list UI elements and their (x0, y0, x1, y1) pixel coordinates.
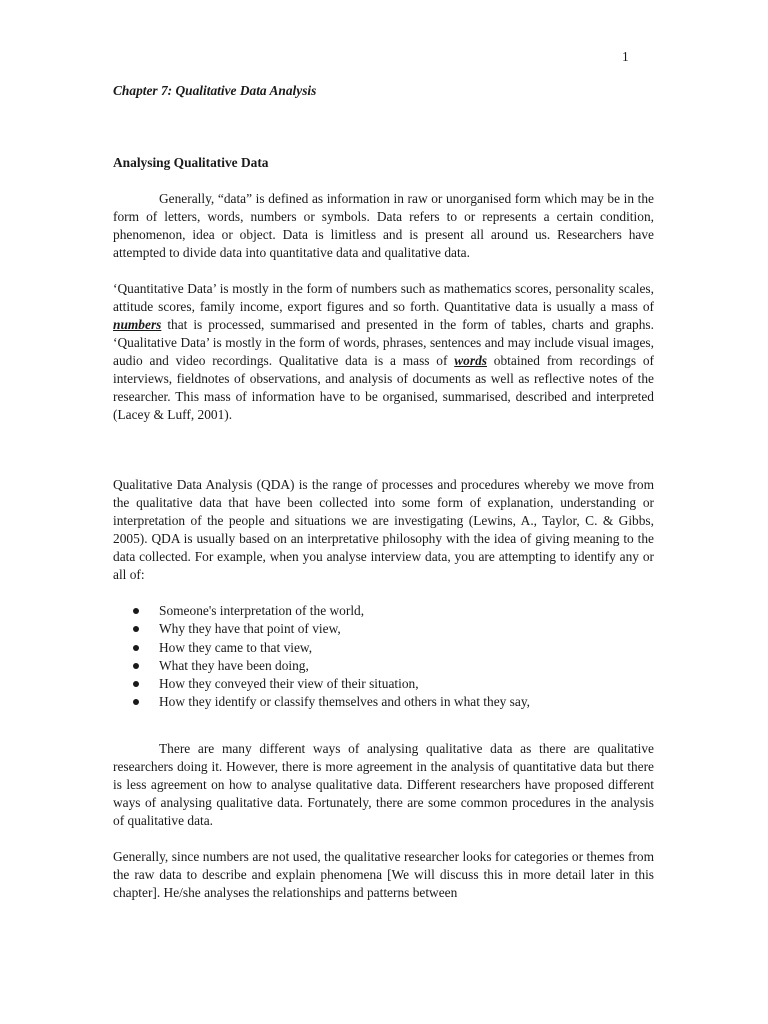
list-item (113, 675, 654, 693)
section-heading: Analysing Qualitative Data (113, 155, 269, 170)
list-item (113, 693, 654, 711)
paragraph-data-definition: Generally, “data” is defined as information in raw or unorganised form which may be in the form of letters, words, numbers or symbols. Data refers to or represents a certain condition, phenomenon, idea or object. Data is limitless and is present all around us. Researchers have attempted to divide data into quantitative data and qualitative data. (113, 191, 654, 260)
chapter-title: Chapter 7: Qualitative Data Analysis (113, 83, 317, 98)
paragraph-categories-themes: Generally, since numbers are not used, the qualitative researcher looks for categories or themes from the raw data to describe and explain phenomena [We will discuss this in more detail later in this chapter]. He/she analyses the relationships and patterns between (113, 849, 654, 900)
paragraph-quantitative-vs-qualitative (113, 280, 654, 424)
list-item-text: What they have been doing, (159, 657, 309, 673)
emphasis-words: words (454, 353, 487, 368)
paragraph-analysis-approaches: There are many different ways of analysing qualitative data as there are qualitative researchers doing it. However, there is more agreement in the analysis of quantitative data but there is less agreement on how to analyse qualitative data. Different researchers have proposed different ways of analysing qualitative data. Fortunately, there are some common procedures in the analysis of qualitative data. (113, 741, 654, 828)
paragraph-qda-definition: Qualitative Data Analysis (QDA) is the range of processes and procedures whereby we move from the qualitative data that have been collected into some form of explanation, understanding or interpretation of the people and situations we are investigating (Lewins, A., Taylor, C. & Gibbs, 2005). QDA is usually based on an interpretative philosophy with the idea of giving meaning to the data collected. For example, when you analyse interview data, you are attempting to identify any or all of: (113, 477, 654, 582)
bullet-icon (133, 663, 139, 669)
list-item-text: Why they have that point of view, (159, 621, 341, 637)
paragraph-text: ‘Quantitative Data’ is mostly in the form of numbers such as mathematics scores, personality scales, attitude scores, family income, export figures and so forth. Quantitative data is usually a mass of (113, 281, 654, 314)
bullet-icon (133, 645, 139, 651)
list-item-text: How they conveyed their view of their situation, (159, 676, 419, 692)
list-item (113, 620, 654, 638)
paragraph-text: obtained from recordings of interviews, fieldnotes of observations, and analysis of documents as well as reflective notes of the researcher. This mass of information have to be organised, summarised, described and interpreted (Lacey & Luff, 2001). (113, 353, 654, 422)
page-number: 1 (622, 49, 629, 64)
bullet-icon (133, 626, 139, 632)
bullet-icon (133, 681, 139, 687)
list-item-text: How they identify or classify themselves and others in what they say, (159, 694, 531, 710)
bullet-list (113, 602, 654, 712)
list-item (113, 602, 654, 620)
bullet-icon (133, 608, 139, 614)
bullet-icon (133, 699, 139, 705)
list-item-text: How they came to that view, (159, 639, 313, 655)
emphasis-numbers: numbers (113, 317, 162, 332)
paragraph-text: that is processed, summarised and presented in the form of tables, charts and graphs. ‘Qualitative Data’ is mostly in the form of words, phrases, sentences and may include visual images, audio and video recordings. Qualitative data is a mass of (113, 317, 654, 368)
list-item (113, 657, 654, 675)
list-item (113, 639, 654, 657)
list-item-text: Someone's interpretation of the world, (159, 603, 365, 618)
